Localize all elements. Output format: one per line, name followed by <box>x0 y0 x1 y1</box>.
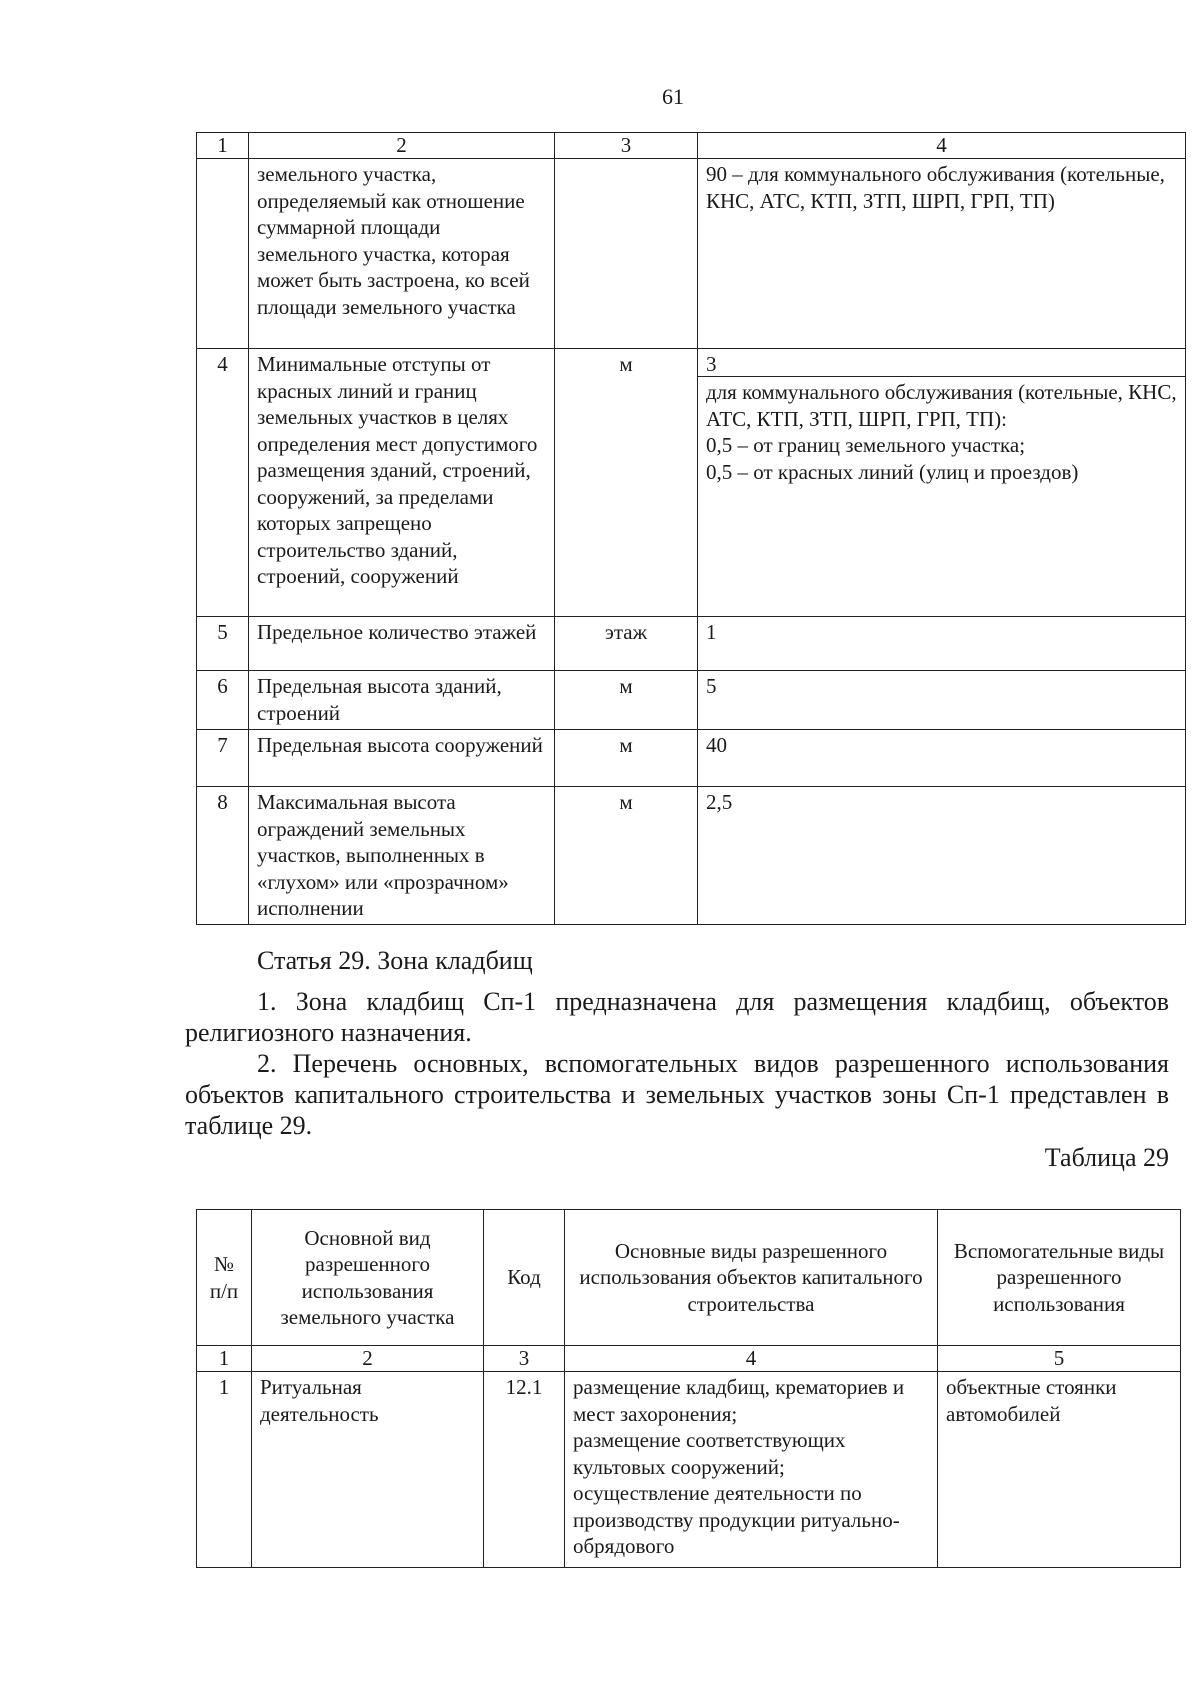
main-use-line: размещение соответствующих культовых сооружений; <box>573 1428 846 1479</box>
parameter-value: 5 <box>698 671 1186 730</box>
auxiliary-uses: объектные стоянки автомобилей <box>938 1372 1181 1568</box>
header-cell: Основные виды разрешенного использования объектов капитального строительства <box>565 1210 938 1346</box>
permitted-use-table <box>196 1209 1181 1568</box>
table-row <box>197 787 1186 925</box>
land-use-parameters-table <box>196 132 1186 925</box>
parameter-value: 2,5 <box>698 787 1186 925</box>
value-main: 3 <box>698 349 1185 377</box>
parameter-unit: этаж <box>555 617 698 671</box>
row-number <box>197 159 249 349</box>
column-number: 4 <box>565 1346 938 1372</box>
parameter-value: 1 <box>698 617 1186 671</box>
table-header-row <box>197 133 1186 159</box>
column-number: 2 <box>252 1346 484 1372</box>
parameter-name: Предельная высота сооружений <box>249 730 555 787</box>
table-row <box>197 349 1186 617</box>
table-row <box>197 1372 1181 1568</box>
value-detail-line: для коммунального обслуживания (котельные, КНС, АТС, КТП, ЗТП, ШРП, ГРП, ТП): <box>706 380 1177 431</box>
table-row <box>197 159 1186 349</box>
header-cell: Код <box>484 1210 565 1346</box>
row-number: 5 <box>197 617 249 671</box>
header-cell: 4 <box>698 133 1186 159</box>
header-cell: Основной вид разрешенного использования земельного участка <box>252 1210 484 1346</box>
paragraph-2 <box>185 1048 1169 1141</box>
column-number: 1 <box>197 1346 252 1372</box>
parameter-unit: м <box>555 349 698 617</box>
page-number: 61 <box>662 84 684 109</box>
column-number: 3 <box>484 1346 565 1372</box>
parameter-name: земельного участка, определяемый как отношение суммарной площади земельного участка, которая может быть застроена, ко всей площади земельного участка <box>249 159 555 349</box>
paragraph-text: 1. Зона кладбищ Сп-1 предназначена для размещения кладбищ, объектов религиозного назначения. <box>185 987 1169 1047</box>
row-number: 6 <box>197 671 249 730</box>
header-cell: Вспомогательные виды разрешенного использования <box>938 1210 1181 1346</box>
column-number: 5 <box>938 1346 1181 1372</box>
main-uses <box>565 1372 938 1568</box>
primary-use: Ритуальная деятельность <box>252 1372 484 1568</box>
parameter-unit: м <box>555 730 698 787</box>
main-use-line: осуществление деятельности по производству продукции ритуально-обрядового <box>573 1481 900 1558</box>
header-cell: 2 <box>249 133 555 159</box>
parameter-name: Предельная высота зданий, строений <box>249 671 555 730</box>
parameter-unit: м <box>555 671 698 730</box>
row-number: 7 <box>197 730 249 787</box>
parameter-name: Минимальные отступы от красных линий и границ земельных участков в целях определения мест допустимого размещения зданий, строений, сооружений, за пределами которых запрещено строительство зданий, строений, сооружений <box>249 349 555 617</box>
parameter-name: Предельное количество этажей <box>249 617 555 671</box>
paragraph-text: 2. Перечень основных, вспомогательных видов разрешенного использования объектов капитального строительства и земельных участков зоны Сп-1 представлен в таблице 29. <box>185 1049 1169 1140</box>
parameter-value: 90 – для коммунального обслуживания (котельные, КНС, АТС, КТП, ЗТП, ШРП, ГРП, ТП) <box>698 159 1186 349</box>
table-header-row <box>197 1210 1181 1346</box>
value-detail-line: 0,5 – от красных линий (улиц и проездов) <box>706 459 1079 484</box>
paragraph-1 <box>185 986 1169 1048</box>
header-cell: 1 <box>197 133 249 159</box>
main-use-line: размещение кладбищ, крематориев и мест захоронения; <box>573 1375 905 1426</box>
table-row <box>197 730 1186 787</box>
row-number: 4 <box>197 349 249 617</box>
row-number: 8 <box>197 787 249 925</box>
parameter-value: 40 <box>698 730 1186 787</box>
value-detail-line: 0,5 – от границ земельного участка; <box>706 433 1026 457</box>
table-row <box>197 617 1186 671</box>
table-caption: Таблица 29 <box>1044 1143 1169 1172</box>
column-number-row <box>197 1346 1181 1372</box>
table-row <box>197 671 1186 730</box>
row-number: 1 <box>197 1372 252 1568</box>
parameter-name: Максимальная высота ограждений земельных участков, выполненных в «глухом» или «прозрачном» исполнении <box>249 787 555 925</box>
parameter-value <box>698 349 1186 617</box>
header-cell: 3 <box>555 133 698 159</box>
parameter-unit: м <box>555 787 698 925</box>
article-heading: Статья 29. Зона кладбищ <box>257 946 533 975</box>
header-cell: № п/п <box>197 1210 252 1346</box>
use-code: 12.1 <box>484 1372 565 1568</box>
value-detail <box>698 377 1185 487</box>
parameter-unit <box>555 159 698 349</box>
